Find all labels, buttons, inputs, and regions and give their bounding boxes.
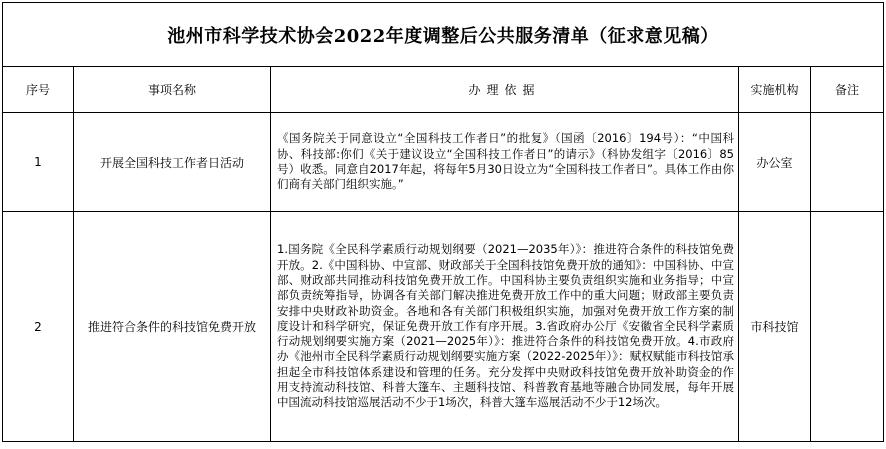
- document-title: 池州市科学技术协会2022年度调整后公共服务清单（征求意见稿）: [3, 3, 884, 67]
- row-index: 1: [3, 113, 74, 212]
- row-remarks: [811, 113, 884, 212]
- row-agency: 办公室: [739, 113, 811, 212]
- service-list-table: [2, 2, 884, 442]
- row-agency: 市科技馆: [739, 212, 811, 442]
- table-row: [3, 113, 884, 212]
- header-index: 序号: [3, 67, 74, 113]
- row-basis: 《国务院关于同意设立“全国科技工作者日”的批复》（国函〔2016〕194号）：“中国科协、科技部:你们《关于建议设立“全国科技工作者日”的请示》（科协发组字〔2016〕85号）收悉。同意自2017年起，将每年5月30日设立为“全国科技工作者日”。具体工作由你们商有关部门组织实施。”: [271, 113, 739, 212]
- header-item: 事项名称: [74, 67, 271, 113]
- header-basis: 办理依据: [271, 67, 739, 113]
- row-basis: 1.国务院《全民科学素质行动规划纲要（2021—2035年）》：推进符合条件的科技馆免费开放。2.《中国科协、中宣部、财政部关于全国科技馆免费开放的通知》：中国科协、中宣部、财政部共同推动科技馆免费开放工作。中国科协主要负责组织实施和业务指导；中宣部负责统筹指导，协调各有关部门解决推进免费开放工作中的重大问题；财政部主要负责安排中央财政补助资金。各地和各有关部门积极组织实施，加强对免费开放工作方案的制度设计和科学研究，保证免费开放工作有序开展。3.省政府办公厅《安徽省全民科学素质行动规划纲要实施方案（2021—2025年）》：推进符合条件的科技馆免费开放。4.市政府办《池州市全民科学素质行动规划纲要实施方案（2022-2025年）》：赋权赋能市科技馆承担起全市科技馆体系建设和管理的任务。充分发挥中央财政科技馆免费开放补助资金的作用支持流动科技馆、科普大篷车、主题科技馆、科普教育基地等融合协同发展，每年开展中国流动科技馆巡展活动不少于1场次，科普大篷车巡展活动不少于12场次。: [271, 212, 739, 442]
- row-index: 2: [3, 212, 74, 442]
- header-agency: 实施机构: [739, 67, 811, 113]
- title-row: [3, 3, 884, 67]
- row-remarks: [811, 212, 884, 442]
- row-item-name: 推进符合条件的科技馆免费开放: [74, 212, 271, 442]
- header-remarks: 备注: [811, 67, 884, 113]
- row-item-name: 开展全国科技工作者日活动: [74, 113, 271, 212]
- header-row: [3, 67, 884, 113]
- table-row: [3, 212, 884, 442]
